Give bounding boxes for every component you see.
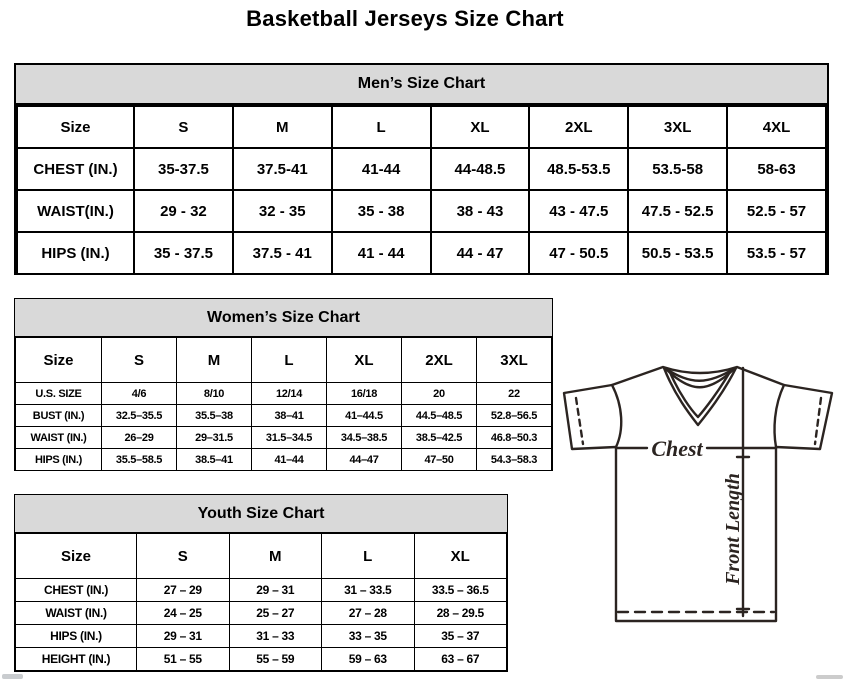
- size-cell: 33 – 35: [322, 625, 415, 648]
- column-header: L: [322, 534, 415, 579]
- size-table: [15, 533, 507, 671]
- column-header: XL: [414, 534, 507, 579]
- size-cell: 59 – 63: [322, 648, 415, 671]
- column-header: M: [233, 106, 332, 148]
- size-cell: 44-48.5: [431, 148, 530, 190]
- column-header: Size: [16, 534, 137, 579]
- size-cell: 46.8–50.3: [477, 427, 552, 449]
- table-row: [16, 602, 507, 625]
- table-title: Youth Size Chart: [15, 495, 507, 533]
- size-cell: 52.8–56.5: [477, 405, 552, 427]
- size-cell: 26–29: [102, 427, 177, 449]
- column-header-row: [16, 338, 552, 383]
- mens-size-chart-table: [14, 63, 829, 275]
- column-header: S: [137, 534, 230, 579]
- size-cell: 41-44: [332, 148, 431, 190]
- size-cell: 12/14: [252, 383, 327, 405]
- size-cell: 35.5–58.5: [102, 449, 177, 471]
- size-cell: 47 - 50.5: [529, 232, 628, 274]
- table-row: [16, 405, 552, 427]
- hscrollbar-thumb-left[interactable]: [2, 674, 23, 679]
- page-title: Basketball Jerseys Size Chart: [246, 6, 564, 31]
- table-title: Men’s Size Chart: [16, 65, 827, 105]
- size-cell: 58-63: [727, 148, 826, 190]
- size-cell: 43 - 47.5: [529, 190, 628, 232]
- column-header: 4XL: [727, 106, 826, 148]
- column-header: M: [229, 534, 322, 579]
- size-cell: 44.5–48.5: [402, 405, 477, 427]
- size-cell: 24 – 25: [137, 602, 230, 625]
- size-cell: 33.5 – 36.5: [414, 579, 507, 602]
- size-cell: 32.5–35.5: [102, 405, 177, 427]
- row-label: WAIST (IN.): [16, 427, 102, 449]
- column-header: 3XL: [628, 106, 727, 148]
- size-cell: 8/10: [177, 383, 252, 405]
- column-header: Size: [17, 106, 134, 148]
- column-header: 2XL: [402, 338, 477, 383]
- size-cell: 35 - 37.5: [134, 232, 233, 274]
- size-table: [16, 105, 827, 275]
- size-cell: 31 – 33: [229, 625, 322, 648]
- column-header-row: [17, 106, 826, 148]
- size-table: [15, 337, 552, 471]
- size-cell: 37.5-41: [233, 148, 332, 190]
- size-cell: 29 – 31: [229, 579, 322, 602]
- size-cell: 34.5–38.5: [327, 427, 402, 449]
- column-header: XL: [431, 106, 530, 148]
- size-cell: 31.5–34.5: [252, 427, 327, 449]
- size-cell: 29 – 31: [137, 625, 230, 648]
- size-cell: 47.5 - 52.5: [628, 190, 727, 232]
- hscrollbar-thumb-right[interactable]: [816, 675, 843, 679]
- row-label: BUST (IN.): [16, 405, 102, 427]
- size-cell: 52.5 - 57: [727, 190, 826, 232]
- size-cell: 38.5–42.5: [402, 427, 477, 449]
- table-row: [17, 148, 826, 190]
- table-row: [16, 383, 552, 405]
- column-header: L: [332, 106, 431, 148]
- size-cell: 16/18: [327, 383, 402, 405]
- column-header: 3XL: [477, 338, 552, 383]
- size-cell: 35 – 37: [414, 625, 507, 648]
- size-cell: 38–41: [252, 405, 327, 427]
- size-cell: 28 – 29.5: [414, 602, 507, 625]
- size-cell: 31 – 33.5: [322, 579, 415, 602]
- size-cell: 44 - 47: [431, 232, 530, 274]
- column-header: 2XL: [529, 106, 628, 148]
- size-cell: 37.5 - 41: [233, 232, 332, 274]
- size-cell: 55 – 59: [229, 648, 322, 671]
- column-header: M: [177, 338, 252, 383]
- table-row: [16, 579, 507, 602]
- size-cell: 41–44: [252, 449, 327, 471]
- size-cell: 38.5–41: [177, 449, 252, 471]
- size-cell: 50.5 - 53.5: [628, 232, 727, 274]
- size-cell: 27 – 29: [137, 579, 230, 602]
- size-cell: 53.5-58: [628, 148, 727, 190]
- column-header: S: [102, 338, 177, 383]
- column-header: Size: [16, 338, 102, 383]
- size-cell: 44–47: [327, 449, 402, 471]
- column-header: S: [134, 106, 233, 148]
- size-cell: 4/6: [102, 383, 177, 405]
- youth-size-chart-table: [14, 494, 508, 672]
- size-cell: 41 - 44: [332, 232, 431, 274]
- size-cell: 22: [477, 383, 552, 405]
- table-row: [16, 427, 552, 449]
- size-cell: 20: [402, 383, 477, 405]
- table-row: [17, 232, 826, 274]
- size-cell: 35-37.5: [134, 148, 233, 190]
- row-label: WAIST (IN.): [16, 602, 137, 625]
- size-cell: 38 - 43: [431, 190, 530, 232]
- womens-size-chart-table: [14, 298, 553, 471]
- chest-label: Chest: [651, 436, 703, 461]
- jersey-outline: [564, 367, 832, 621]
- column-header-row: [16, 534, 507, 579]
- size-cell: 48.5-53.5: [529, 148, 628, 190]
- row-label: WAIST(IN.): [17, 190, 134, 232]
- table-row: [17, 190, 826, 232]
- size-cell: 35 - 38: [332, 190, 431, 232]
- size-cell: 29 - 32: [134, 190, 233, 232]
- size-cell: 53.5 - 57: [727, 232, 826, 274]
- row-label: CHEST (IN.): [17, 148, 134, 190]
- column-header: L: [252, 338, 327, 383]
- size-cell: 29–31.5: [177, 427, 252, 449]
- row-label: HEIGHT (IN.): [16, 648, 137, 671]
- size-cell: 25 – 27: [229, 602, 322, 625]
- row-label: HIPS (IN.): [16, 449, 102, 471]
- row-label: CHEST (IN.): [16, 579, 137, 602]
- size-cell: 63 – 67: [414, 648, 507, 671]
- row-label: HIPS (IN.): [17, 232, 134, 274]
- size-cell: 47–50: [402, 449, 477, 471]
- jersey-illustration: [555, 358, 843, 638]
- table-row: [16, 449, 552, 471]
- row-label: U.S. SIZE: [16, 383, 102, 405]
- size-cell: 41–44.5: [327, 405, 402, 427]
- jersey-measurement-diagram: [555, 358, 843, 638]
- size-cell: 32 - 35: [233, 190, 332, 232]
- size-cell: 35.5–38: [177, 405, 252, 427]
- size-cell: 54.3–58.3: [477, 449, 552, 471]
- column-header: XL: [327, 338, 402, 383]
- table-title: Women’s Size Chart: [15, 299, 552, 337]
- table-row: [16, 625, 507, 648]
- table-row: [16, 648, 507, 671]
- front-length-label: Front Length: [722, 473, 744, 585]
- size-cell: 51 – 55: [137, 648, 230, 671]
- size-cell: 27 – 28: [322, 602, 415, 625]
- row-label: HIPS (IN.): [16, 625, 137, 648]
